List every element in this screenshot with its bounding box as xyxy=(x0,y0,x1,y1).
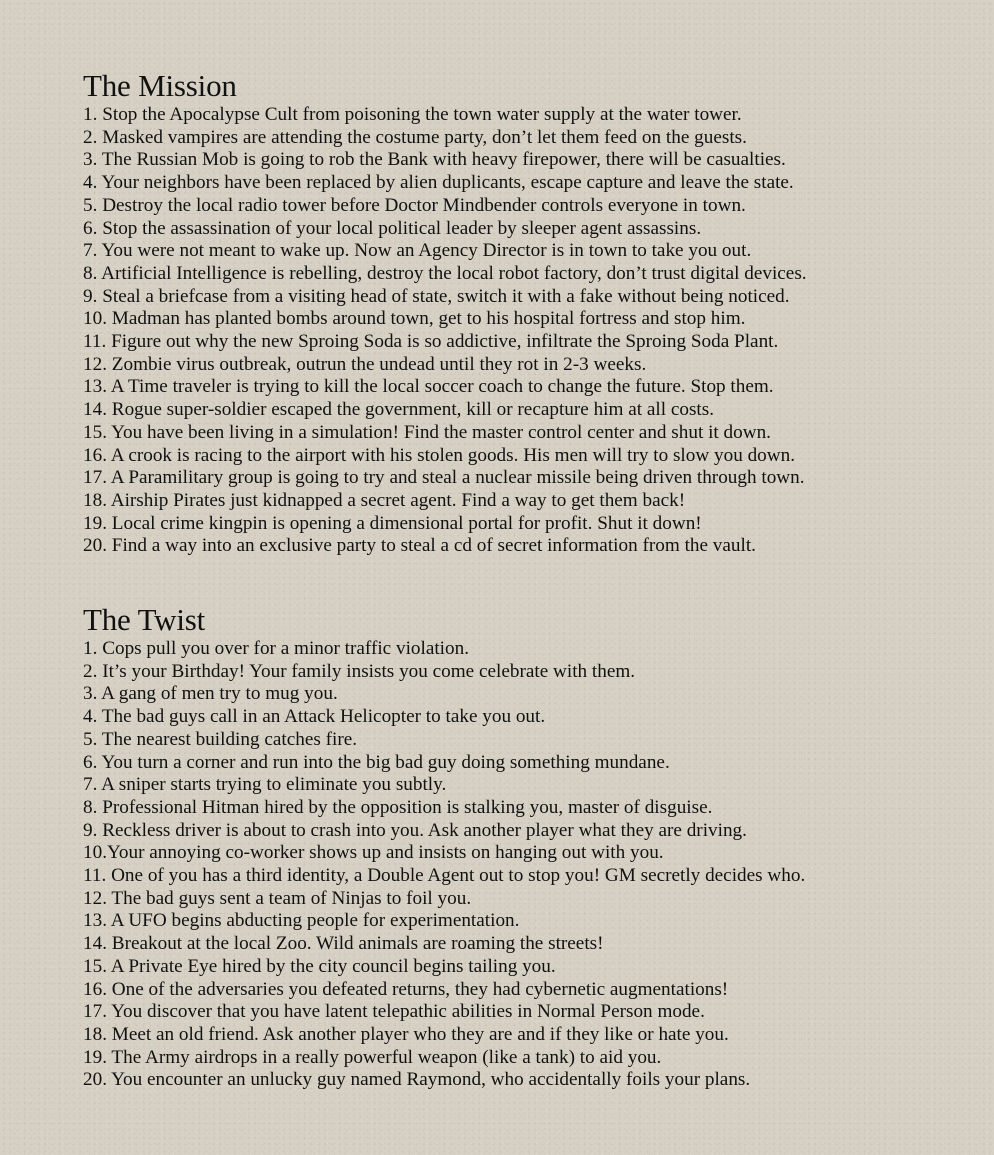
document-page xyxy=(83,68,973,1091)
twist-item-3: 3. A gang of men try to mug you. xyxy=(83,683,338,705)
mission-item-13: 13. A Time traveler is trying to kill the local soccer coach to change the future. Stop them. xyxy=(83,376,774,398)
mission-item-16: 16. A crook is racing to the airport with his stolen goods. His men will try to slow you down. xyxy=(83,444,796,466)
mission-item-20: 20. Find a way into an exclusive party to steal a cd of secret information from the vault. xyxy=(83,535,756,557)
twist-item-17: 17. You discover that you have latent telepathic abilities in Normal Person mode. xyxy=(83,1001,705,1023)
mission-item-3: 3. The Russian Mob is going to rob the Bank with heavy firepower, there will be casualties. xyxy=(83,149,786,171)
mission-item-6: 6. Stop the assassination of your local political leader by sleeper agent assassins. xyxy=(83,217,702,239)
twist-item-10: 10.Your annoying co-worker shows up and insists on hanging out with you. xyxy=(83,842,664,864)
mission-item-8: 8. Artificial Intelligence is rebelling, destroy the local robot factory, don’t trust digital devices. xyxy=(83,262,807,284)
mission-item-5: 5. Destroy the local radio tower before Doctor Mindbender controls everyone in town. xyxy=(83,194,746,216)
twist-heading: The Twist xyxy=(83,602,206,637)
twist-item-4: 4. The bad guys call in an Attack Helicopter to take you out. xyxy=(83,706,546,728)
twist-list xyxy=(83,638,973,1092)
mission-item-17: 17. A Paramilitary group is going to try and steal a nuclear missile being driven through town. xyxy=(83,467,805,489)
mission-item-7: 7. You were not meant to wake up. Now an Agency Director is in town to take you out. xyxy=(83,240,752,262)
mission-item-10: 10. Madman has planted bombs around town, get to his hospital fortress and stop him. xyxy=(83,308,746,330)
mission-item-9: 9. Steal a briefcase from a visiting head of state, switch it with a fake without being noticed. xyxy=(83,285,790,307)
twist-item-9: 9. Reckless driver is about to crash into you. Ask another player what they are driving. xyxy=(83,819,747,841)
mission-item-4: 4. Your neighbors have been replaced by alien duplicants, escape capture and leave the state. xyxy=(83,172,794,194)
mission-item-15: 15. You have been living in a simulation! Find the master control center and shut it down. xyxy=(83,421,771,443)
twist-item-20: 20. You encounter an unlucky guy named Raymond, who accidentally foils your plans. xyxy=(83,1069,751,1091)
twist-item-2: 2. It’s your Birthday! Your family insists you come celebrate with them. xyxy=(83,660,636,682)
twist-item-16: 16. One of the adversaries you defeated returns, they had cybernetic augmentations! xyxy=(83,978,729,1000)
mission-item-14: 14. Rogue super-soldier escaped the government, kill or recapture him at all costs. xyxy=(83,399,715,421)
mission-item-11: 11. Figure out why the new Sproing Soda is so addictive, infiltrate the Sproing Soda Plant. xyxy=(83,331,779,353)
twist-item-13: 13. A UFO begins abducting people for experimentation. xyxy=(83,910,520,932)
twist-item-7: 7. A sniper starts trying to eliminate you subtly. xyxy=(83,774,447,796)
twist-item-15: 15. A Private Eye hired by the city council begins tailing you. xyxy=(83,955,556,977)
twist-item-19: 19. The Army airdrops in a really powerful weapon (like a tank) to aid you. xyxy=(83,1046,662,1068)
mission-item-2: 2. Masked vampires are attending the costume party, don’t let them feed on the guests. xyxy=(83,126,747,148)
twist-item-6: 6. You turn a corner and run into the big bad guy doing something mundane. xyxy=(83,751,670,773)
mission-list xyxy=(83,104,973,558)
twist-item-12: 12. The bad guys sent a team of Ninjas to foil you. xyxy=(83,887,472,909)
twist-item-14: 14. Breakout at the local Zoo. Wild animals are roaming the streets! xyxy=(83,933,604,955)
mission-item-19: 19. Local crime kingpin is opening a dimensional portal for profit. Shut it down! xyxy=(83,512,702,534)
twist-item-18: 18. Meet an old friend. Ask another player who they are and if they like or hate you. xyxy=(83,1023,729,1045)
twist-section xyxy=(83,602,973,1092)
mission-item-1: 1. Stop the Apocalypse Cult from poisoning the town water supply at the water tower. xyxy=(83,104,742,125)
twist-item-5: 5. The nearest building catches fire. xyxy=(83,728,358,750)
twist-item-11: 11. One of you has a third identity, a Double Agent out to stop you! GM secretly decides who. xyxy=(83,865,806,887)
mission-item-12: 12. Zombie virus outbreak, outrun the undead until they rot in 2-3 weeks. xyxy=(83,353,647,375)
twist-item-1: 1. Cops pull you over for a minor traffic violation. xyxy=(83,638,469,659)
mission-item-18: 18. Airship Pirates just kidnapped a secret agent. Find a way to get them back! xyxy=(83,489,686,511)
mission-heading: The Mission xyxy=(83,68,237,103)
mission-section xyxy=(83,68,973,558)
twist-item-8: 8. Professional Hitman hired by the opposition is stalking you, master of disguise. xyxy=(83,796,713,818)
